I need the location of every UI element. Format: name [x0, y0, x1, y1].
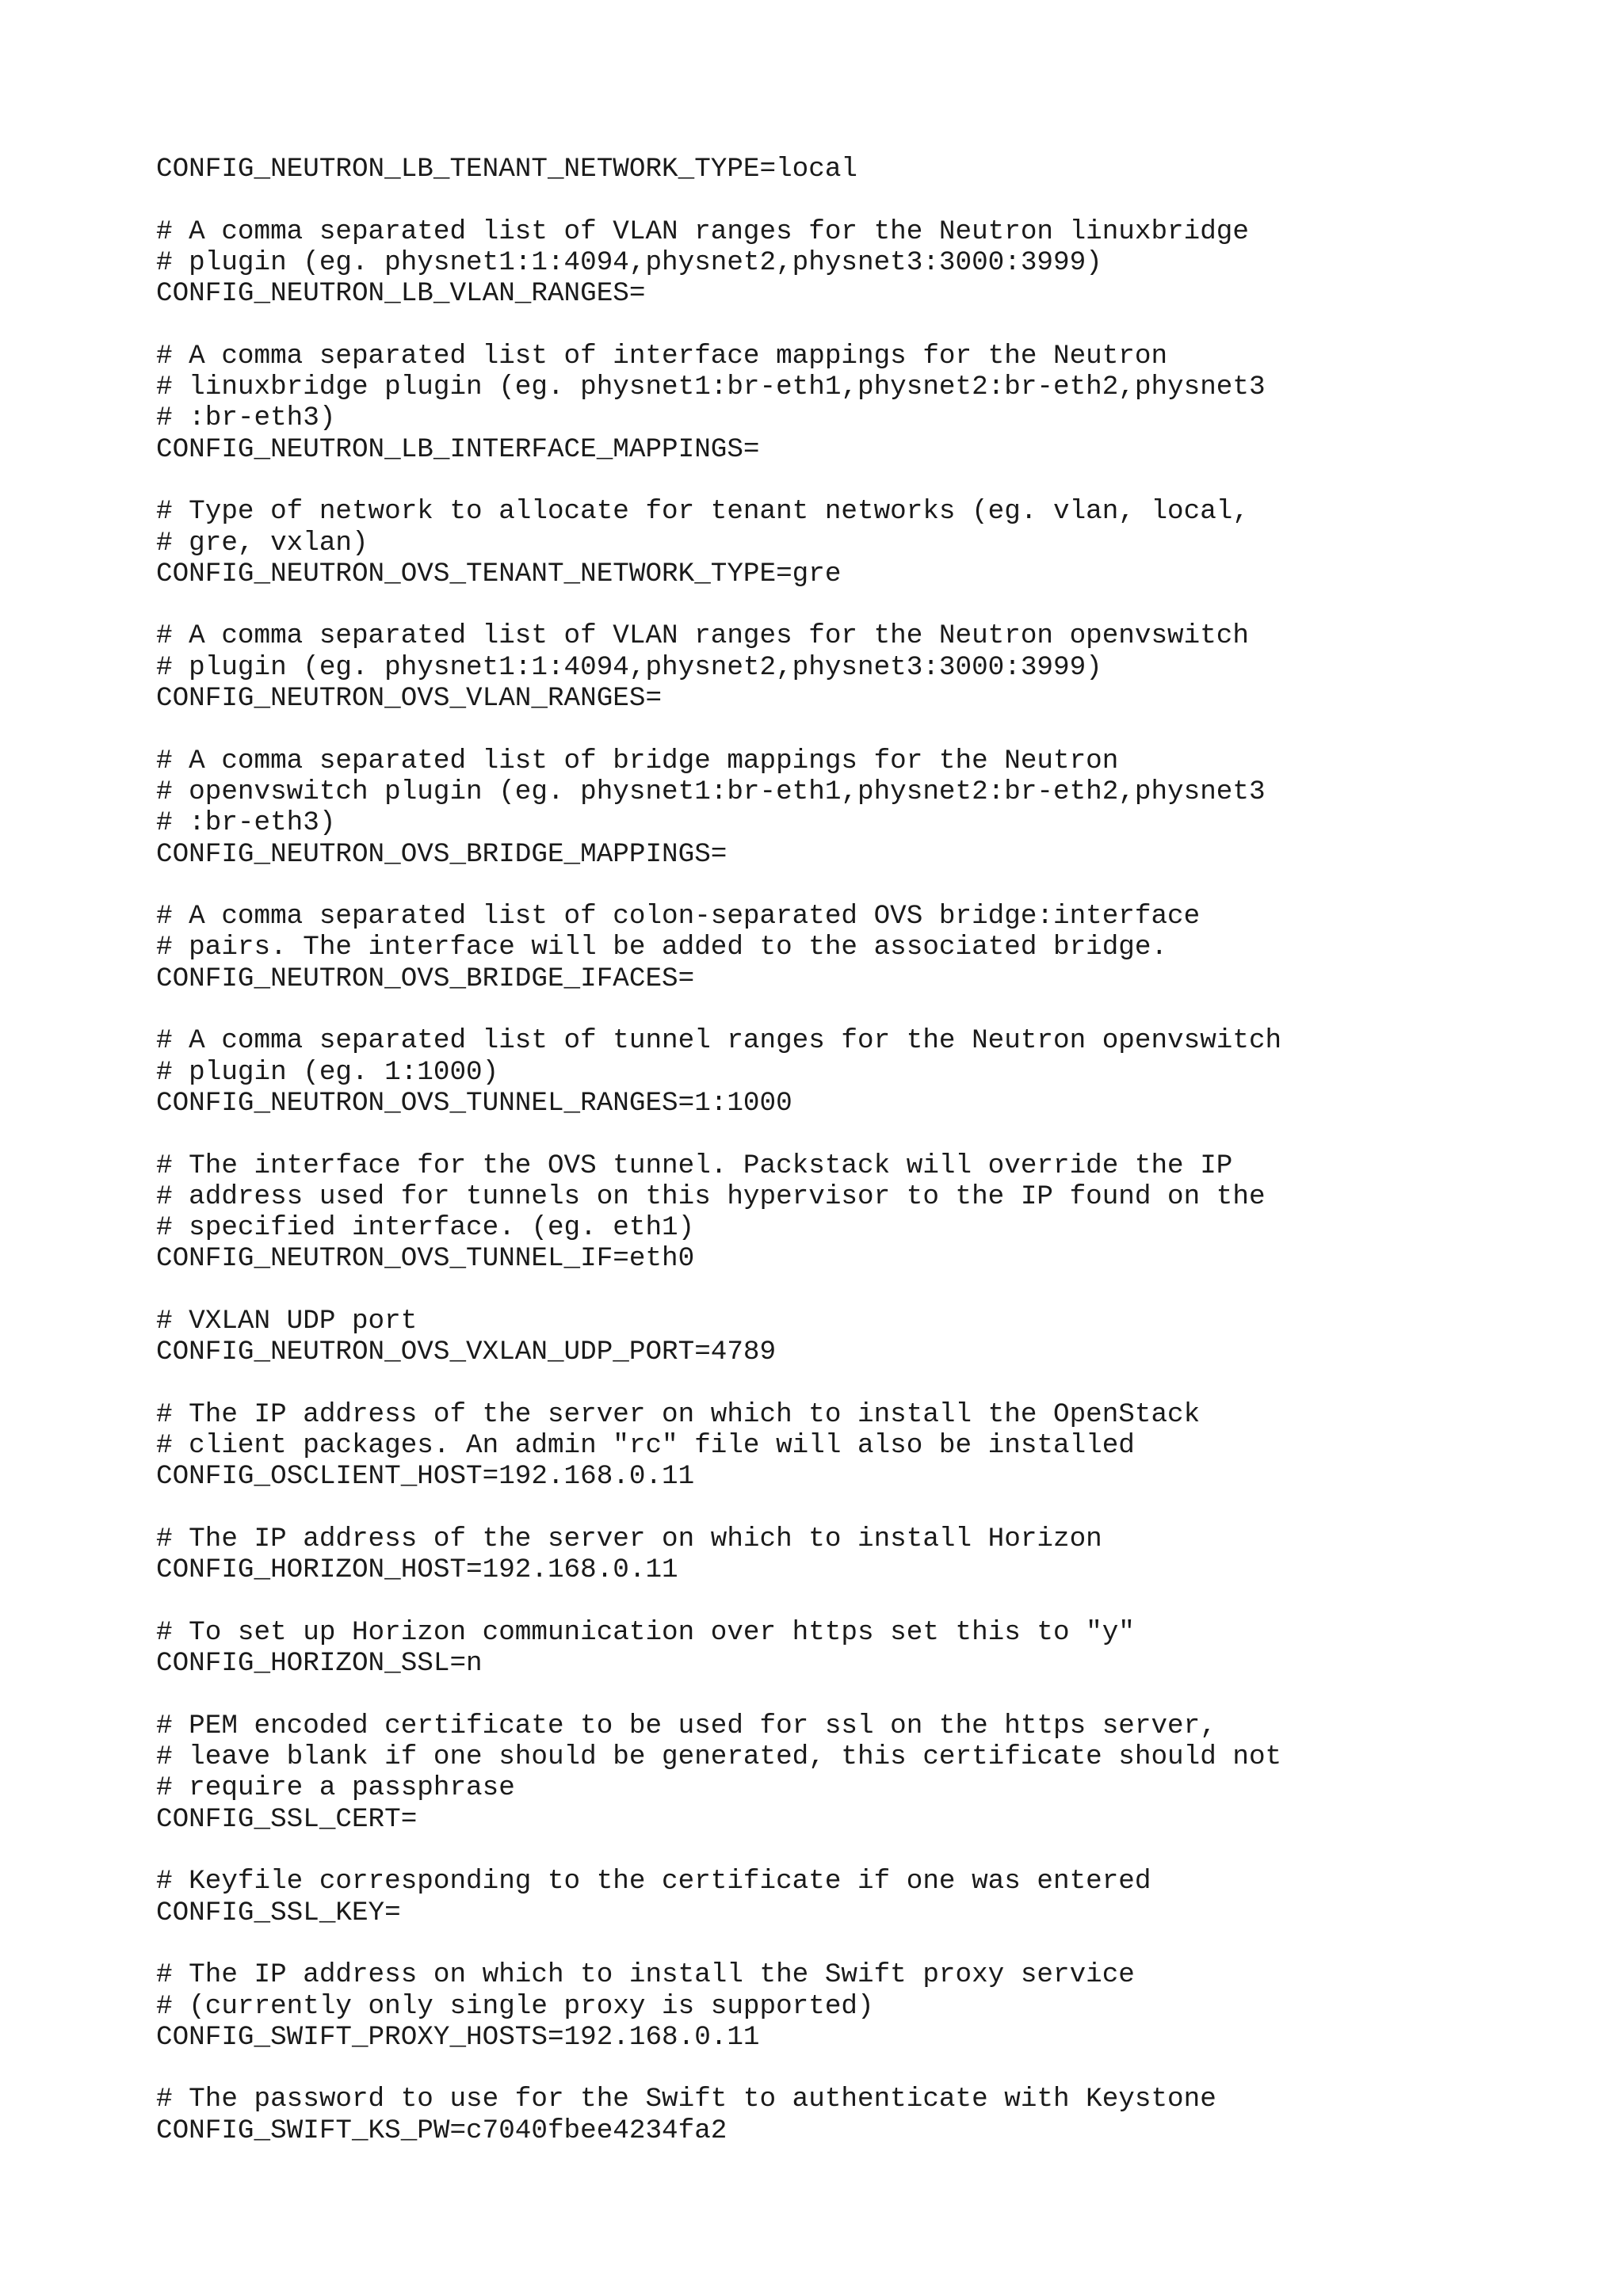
comment-line: # The IP address of the server on which to install Horizon [156, 1524, 1102, 1555]
comment-line: # Keyfile corresponding to the certificate if one was entered [156, 1866, 1151, 1897]
comment-line: # plugin (eg. physnet1:1:4094,physnet2,physnet3:3000:3999) [156, 651, 1102, 683]
blank-line [156, 714, 1281, 745]
blank-line [156, 1368, 1281, 1399]
comment-line: # :br-eth3) [156, 807, 336, 839]
blank-line [156, 870, 1281, 901]
comment-line: # A comma separated list of bridge mappings for the Neutron [156, 745, 1119, 776]
blank-line [156, 1275, 1281, 1306]
config-setting-line: CONFIG_SSL_CERT= [156, 1803, 418, 1835]
comment-line: # address used for tunnels on this hypervisor to the IP found on the [156, 1180, 1266, 1212]
config-setting-line: CONFIG_NEUTRON_LB_INTERFACE_MAPPINGS= [156, 433, 760, 465]
config-setting-line: CONFIG_NEUTRON_OVS_VLAN_RANGES= [156, 683, 663, 715]
config-setting-line: CONFIG_NEUTRON_OVS_TENANT_NETWORK_TYPE=gre [156, 558, 842, 589]
comment-line: # A comma separated list of VLAN ranges for the Neutron openvswitch [156, 620, 1249, 652]
blank-line [156, 1493, 1281, 1524]
comment-line: # plugin (eg. 1:1000) [156, 1056, 499, 1088]
blank-line [156, 2053, 1281, 2084]
blank-line [156, 994, 1281, 1025]
comment-line: # leave blank if one should be generated, this certificate should not [156, 1741, 1282, 1773]
config-setting-line: CONFIG_NEUTRON_OVS_BRIDGE_IFACES= [156, 963, 695, 994]
comment-line: # The IP address on which to install the Swift proxy service [156, 1959, 1135, 1991]
comment-line: # plugin (eg. physnet1:1:4094,physnet2,physnet3:3000:3999) [156, 246, 1102, 278]
comment-line: # client packages. An admin "rc" file will also be installed [156, 1430, 1135, 1462]
config-setting-line: CONFIG_OSCLIENT_HOST=192.168.0.11 [156, 1461, 695, 1493]
comment-line: # (currently only single proxy is supported) [156, 1990, 874, 2022]
config-setting-line: CONFIG_NEUTRON_LB_VLAN_RANGES= [156, 278, 646, 310]
blank-line [156, 465, 1281, 496]
blank-line [156, 1680, 1281, 1711]
comment-line: # A comma separated list of tunnel ranges for the Neutron openvswitch [156, 1025, 1282, 1057]
config-setting-line: CONFIG_SWIFT_KS_PW=c7040fbee4234fa2 [156, 2115, 727, 2146]
comment-line: # VXLAN UDP port [156, 1305, 418, 1337]
comment-line: # PEM encoded certificate to be used for ssl on the https server, [156, 1710, 1216, 1741]
comment-line: # gre, vxlan) [156, 527, 369, 559]
blank-line [156, 1835, 1281, 1866]
comment-line: # openvswitch plugin (eg. physnet1:br-eth1,physnet2:br-eth2,physnet3 [156, 776, 1266, 807]
comment-line: # linuxbridge plugin (eg. physnet1:br-eth1,physnet2:br-eth2,physnet3 [156, 372, 1266, 403]
blank-line [156, 185, 1281, 215]
blank-line [156, 1928, 1281, 1959]
comment-line: # The interface for the OVS tunnel. Packstack will override the IP [156, 1150, 1233, 1181]
comment-line: # To set up Horizon communication over https set this to "y" [156, 1616, 1135, 1648]
comment-line: # Type of network to allocate for tenant networks (eg. vlan, local, [156, 496, 1249, 528]
config-setting-line: CONFIG_NEUTRON_OVS_BRIDGE_MAPPINGS= [156, 838, 727, 870]
config-setting-line: CONFIG_NEUTRON_OVS_VXLAN_UDP_PORT=4789 [156, 1337, 777, 1368]
blank-line [156, 589, 1281, 620]
config-setting-line: CONFIG_SSL_KEY= [156, 1897, 401, 1928]
comment-line: # A comma separated list of interface mappings for the Neutron [156, 340, 1168, 372]
config-setting-line: CONFIG_NEUTRON_OVS_TUNNEL_RANGES=1:1000 [156, 1087, 792, 1119]
config-setting-line: CONFIG_SWIFT_PROXY_HOSTS=192.168.0.11 [156, 2021, 760, 2053]
comment-line: # A comma separated list of colon-separated OVS bridge:interface [156, 901, 1201, 933]
comment-line: # :br-eth3) [156, 402, 336, 434]
blank-line [156, 1586, 1281, 1617]
comment-line: # pairs. The interface will be added to the associated bridge. [156, 932, 1168, 963]
config-setting-line: CONFIG_NEUTRON_LB_TENANT_NETWORK_TYPE=local [156, 154, 858, 185]
config-text-block [156, 154, 1281, 2146]
blank-line [156, 309, 1281, 340]
comment-line: # specified interface. (eg. eth1) [156, 1212, 695, 1244]
config-setting-line: CONFIG_NEUTRON_OVS_TUNNEL_IF=eth0 [156, 1243, 695, 1275]
comment-line: # The password to use for the Swift to authenticate with Keystone [156, 2084, 1216, 2115]
comment-line: # A comma separated list of VLAN ranges for the Neutron linuxbridge [156, 215, 1249, 247]
comment-line: # The IP address of the server on which to install the OpenStack [156, 1398, 1201, 1430]
config-setting-line: CONFIG_HORIZON_SSL=n [156, 1648, 483, 1680]
blank-line [156, 1119, 1281, 1150]
comment-line: # require a passphrase [156, 1772, 515, 1804]
config-setting-line: CONFIG_HORIZON_HOST=192.168.0.11 [156, 1554, 678, 1586]
